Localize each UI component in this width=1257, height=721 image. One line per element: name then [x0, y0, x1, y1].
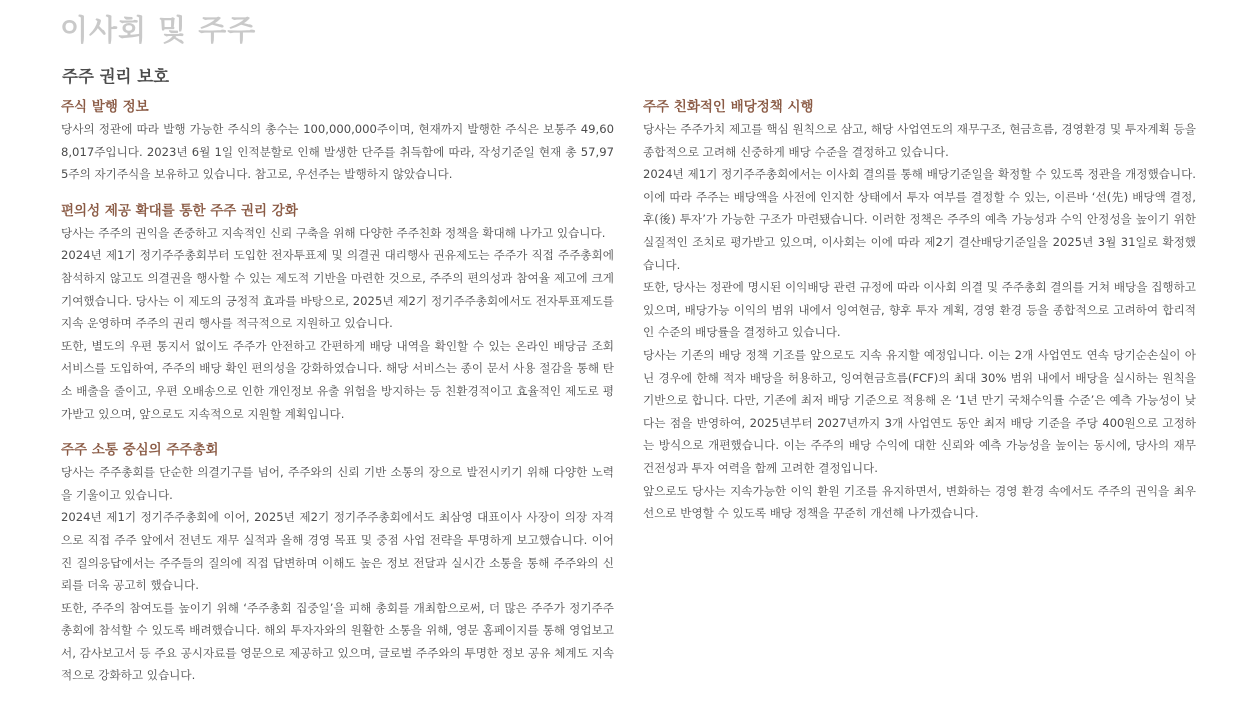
- left-column: [61, 96, 614, 701]
- dividend-policy-block: [643, 96, 1196, 525]
- convenience-block: [61, 200, 614, 425]
- convenience-heading: 편의성 제공 확대를 통한 주주 권리 강화: [61, 202, 298, 219]
- shareholder-meeting-paragraph-2: 2024년 제1기 정기주주총회에 이어, 2025년 제2기 정기주주총회에서도 최삼영 대표이사 사장이 의장 자격으로 직접 주주 앞에서 전년도 재무 실적과 올해 경영 목표 및 중점 사업 전략을 투명하게 보고했습니다. 이어진 질의응답에서는 주주들의 질의에 직접 답변하며 이해도 높은 정보 전달과 실시간 소통을 통해 주주와의 신뢰를 더욱 공고히 했습니다.: [61, 510, 614, 593]
- page-title: 이사회 및 주주: [60, 13, 257, 47]
- section-title: 주주 권리 보호: [62, 67, 170, 86]
- dividend-policy-paragraph-4: 당사는 기존의 배당 정책 기조를 앞으로도 지속 유지할 예정입니다. 이는 2개 사업연도 연속 당기순손실이 아닌 경우에 한해 적자 배당을 허용하고, 잉여현금흐름(FCF)의 최대 30% 범위 내에서 배당을 실시하는 원칙을 기반으로 합니다. 다만, 기존에 최저 배당 기준으로 적용해 온 ‘1년 만기 국채수익률 수준’은 예측 가능성이 낮다는 점을 반영하여, 2025년부터 2027년까지 3개 사업연도 동안 최저 배당 기준을 주당 400원으로 고정하는 방식으로 개편했습니다. 이는 주주의 배당 수익에 대한 신뢰와 예측 가능성을 높이는 동시에, 당사의 재무 건전성과 투자 여력을 함께 고려한 결정입니다.: [643, 347, 1196, 475]
- dividend-policy-paragraph-3: 또한, 당사는 정관에 명시된 이익배당 관련 규정에 따라 이사회 의결 및 주주총회 결의를 거쳐 배당을 집행하고 있으며, 배당가능 이익의 범위 내에서 잉여현금, 향후 투자 계획, 경영 환경 등을 종합적으로 고려하여 합리적인 수준의 배당률을 결정하고 있습니다.: [643, 280, 1196, 340]
- convenience-paragraph-3: 또한, 별도의 우편 통지서 없이도 주주가 안전하고 간편하게 배당 내역을 확인할 수 있는 온라인 배당금 조회 서비스를 도입하여, 주주의 배당 확인 편의성을 강화하였습니다. 해당 서비스는 종이 문서 사용 절감을 통해 탄소 배출을 줄이고, 우편 오배송으로 인한 개인정보 유출 위험을 방지하는 등 친환경적이고 효율적인 제도로 평가받고 있으며, 앞으로도 지속적으로 지원할 계획입니다.: [61, 338, 614, 421]
- stock-issuance-heading: 주식 발행 정보: [61, 99, 149, 115]
- dividend-policy-paragraph-5: 앞으로도 당사는 지속가능한 이익 환원 기조를 유지하면서, 변화하는 경영 환경 속에서도 주주의 권익을 최우선으로 반영할 수 있도록 배당 정책을 꾸준히 개선해 나가겠습니다.: [643, 483, 1196, 521]
- dividend-policy-paragraph-1: 당사는 주주가치 제고를 핵심 원칙으로 삼고, 해당 사업연도의 재무구조, 현금흐름, 경영환경 및 투자계획 등을 종합적으로 고려해 신중하게 배당 수준을 결정하고 있습니다.: [643, 122, 1196, 159]
- convenience-paragraph-2: 2024년 제1기 정기주주총회부터 도입한 전자투표제 및 의결권 대리행사 권유제도는 주주가 직접 주주총회에 참석하지 않고도 의결권을 행사할 수 있는 제도적 기반을 마련한 것으로, 주주의 편의성과 참여율 제고에 크게 기여했습니다. 당사는 이 제도의 긍정적 효과를 바탕으로, 2025년 제2기 정기주주총회에서도 전자투표제도를 지속 운영하며 주주의 권리 행사를 적극적으로 지원하고 있습니다.: [61, 248, 614, 331]
- shareholder-meeting-paragraph-3: 또한, 주주의 참여도를 높이기 위해 ‘주주총회 집중일’을 피해 총회를 개최함으로써, 더 많은 주주가 정기주주총회에 참석할 수 있도록 배려했습니다. 해외 투자자와의 원활한 소통을 위해, 영문 홈페이지를 통해 영업보고서, 감사보고서 등 주요 공시자료를 영문으로 제공하고 있으며, 글로벌 주주와의 투명한 정보 공유 체계도 지속적으로 강화하고 있습니다.: [61, 600, 614, 683]
- stock-issuance-paragraph: 당사의 정관에 따라 발행 가능한 주식의 총수는 100,000,000주이며, 현재까지 발행한 주식은 보통주 49,608,017주입니다. 2023년 6월 1일 인적분할로 인해 발생한 단주를 취득함에 따라, 작성기준일 현재 총 57,975주의 자기주식을 보유하고 있습니다. 참고로, 우선주는 발행하지 않았습니다.: [61, 122, 614, 182]
- convenience-paragraph-1: 당사는 주주의 권익을 존중하고 지속적인 신뢰 구축을 위해 다양한 주주친화 정책을 확대해 나가고 있습니다.: [61, 225, 606, 240]
- shareholder-meeting-heading: 주주 소통 중심의 주주총회: [61, 442, 219, 459]
- right-column: [643, 96, 1196, 539]
- dividend-policy-paragraph-2: 2024년 제1기 정기주주총회에서는 이사회 결의를 통해 배당기준일을 확정할 수 있도록 정관을 개정했습니다. 이에 따라 주주는 배당액을 사전에 인지한 상태에서 투자 여부를 결정할 수 있는, 이른바 ‘선(先) 배당액 결정, 후(後) 투자’가 가능한 구조가 마련됐습니다. 이러한 정책은 주주의 예측 가능성과 수익 안정성을 높이기 위한 실질적인 조치로 평가받고 있으며, 이사회는 이에 따라 제2기 결산배당기준일을 2025년 3월 31일로 확정했습니다.: [643, 167, 1196, 272]
- dividend-policy-heading: 주주 친화적인 배당정책 시행: [643, 99, 814, 115]
- stock-issuance-block: [61, 96, 614, 186]
- shareholder-meeting-block: [61, 439, 614, 687]
- shareholder-meeting-paragraph-1: 당사는 주주총회를 단순한 의결기구를 넘어, 주주와의 신뢰 기반 소통의 장으로 발전시키기 위해 다양한 노력을 기울이고 있습니다.: [61, 465, 614, 502]
